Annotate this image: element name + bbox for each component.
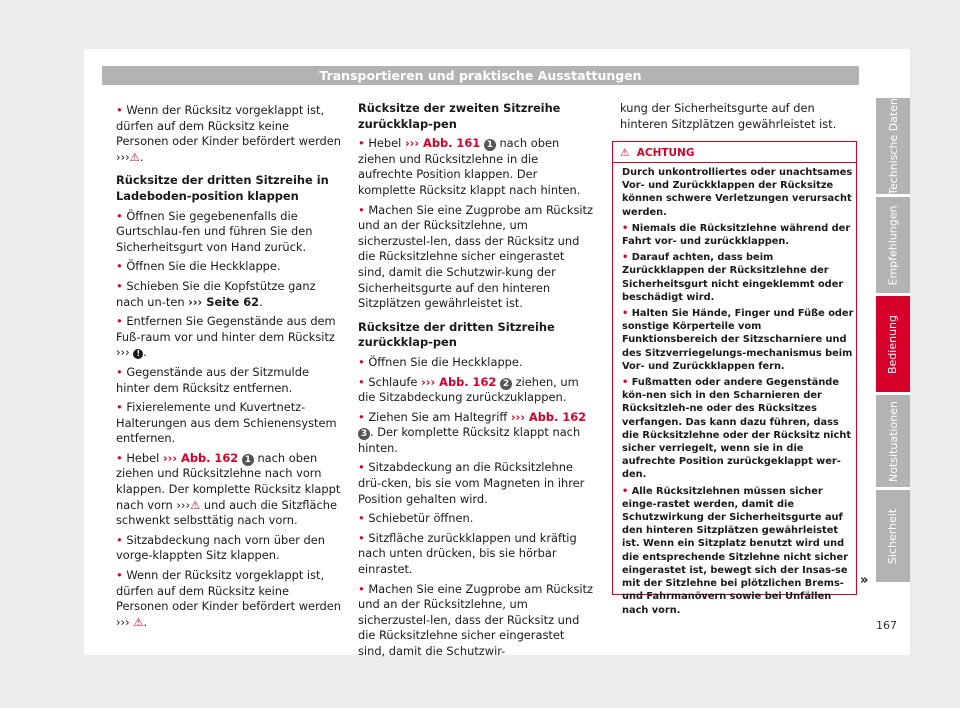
- figure-link[interactable]: Abb. 162: [439, 374, 497, 389]
- list-item: • Entfernen Sie Gegenstände aus dem Fuß-raum vor und hinter dem Rücksitz ››› ! .: [116, 314, 336, 360]
- figure-link[interactable]: Abb. 161: [423, 136, 481, 151]
- warning-text: [622, 166, 854, 620]
- figure-link[interactable]: Abb. 162: [181, 450, 239, 465]
- list-item: • Hebel ››› Abb. 162 1 nach oben ziehen und Rücksitzlehne nach vorn klappen. Der komplette Rücksitz klappt nach vorn ›››⚠ und auch die Sitzfläche schwenkt selbsttätig nach vorn.: [116, 450, 341, 528]
- list-item: • Öffnen Sie gegebenenfalls die Gurtschlau-fen und führen Sie den Sicherheitsgurt von Hand zurück.: [116, 208, 313, 254]
- callout-number: 2: [500, 378, 512, 390]
- info-icon: !: [133, 349, 143, 359]
- continue-arrow-icon: »: [860, 573, 869, 588]
- list-item: • Gegenstände aus der Sitzmulde hinter dem Rücksitz entfernen.: [116, 364, 309, 395]
- page-header: Transportieren und praktische Ausstattungen: [102, 66, 859, 85]
- list-item: • Wenn der Rücksitz vorgeklappt ist, dürfen auf dem Rücksitz keine Personen oder Kinder befördert werden ››› ⚠.: [116, 568, 342, 629]
- paragraph: kung der Sicherheitsgurte auf den hinteren Sitzplätzen gewährleistet ist.: [620, 101, 837, 131]
- tab-bedienung[interactable]: Bedienung: [876, 296, 910, 392]
- callout-number: 1: [242, 454, 254, 466]
- page-link[interactable]: Seite 62: [206, 294, 260, 309]
- list-item: • Wenn der Rücksitz vorgeklappt ist, dürfen auf dem Rücksitz keine Personen oder Kinder befördert werden ›››⚠.: [116, 103, 342, 164]
- warning-divider: [613, 162, 856, 163]
- warning-icon: ⚠: [129, 149, 140, 164]
- warning-item: • Fußmatten oder andere Gegenstände kön-nen sich in den Scharnieren der Rücksitzleh-ne oder des Rücksitzes verfangen. Das kann dazu führen, dass die Rücksitzlehne oder der Rücksitz nicht sicher verriegelt, wenn sie in die aufrechte Position zurückgeklappt wer-den.: [622, 377, 852, 481]
- list-item: • Machen Sie eine Zugprobe am Rücksitz und an der Rücksitzlehne, um sicherzustel-len, dass der Rücksitz und die Rücksitzlehne sicher eingerastet sind, damit die Schutzwir-kung der Sicherheitsgurte auf den hinteren Sitzplätzen gewährleistet ist.: [358, 202, 593, 311]
- section-heading: Rücksitze der zweiten Sitzreihe zurückklap-pen: [358, 101, 561, 131]
- tab-technische-daten[interactable]: Technische Daten: [876, 98, 910, 194]
- tab-empfehlungen[interactable]: Empfehlungen: [876, 197, 910, 293]
- warning-item: • Halten Sie Hände, Finger und Füße oder sonstige Körperteile vom Funktionsbereich der Sitzscharniere und des Sitzverriegelungs-mechanismus beim Vor- und Zurückklappen fern.: [622, 308, 854, 372]
- list-item: • Schieben Sie die Kopfstütze ganz nach un-ten ››› Seite 62.: [116, 278, 316, 309]
- warning-icon: ⚠: [133, 614, 144, 629]
- warning-icon: ⚠: [620, 147, 630, 159]
- column-3: [620, 101, 860, 136]
- list-item: • Schiebetür öffnen.: [358, 511, 474, 526]
- callout-number: 3: [358, 428, 370, 440]
- list-item: • Öffnen Sie die Heckklappe.: [358, 354, 523, 369]
- list-item: • Öffnen Sie die Heckklappe.: [116, 259, 281, 274]
- tab-notsituationen[interactable]: Notsituationen: [876, 395, 910, 487]
- list-item: • Schlaufe ››› Abb. 162 2 ziehen, um die Sitzabdeckung zurückzuklappen.: [358, 374, 579, 405]
- column-2: [358, 101, 594, 664]
- list-item: • Machen Sie eine Zugprobe am Rücksitz und an der Rücksitzlehne, um sicherzustel-len, dass der Rücksitz und die Rücksitzlehne sicher eingerastet sind, damit die Schutzwir-: [358, 581, 593, 658]
- page-number: 167: [876, 619, 897, 632]
- section-heading: Rücksitze der dritten Sitzreihe zurückklap-pen: [358, 319, 555, 350]
- list-item: • Hebel ››› Abb. 161 1 nach oben ziehen und Rücksitzlehne in die aufrechte Position klappen. Der komplette Rücksitz klappt nach hinten.: [358, 136, 581, 197]
- list-item: • Sitzabdeckung nach vorn über den vorge-klappten Sitz klappen.: [116, 532, 325, 563]
- figure-link[interactable]: Abb. 162: [528, 409, 587, 424]
- warning-title: ⚠ ACHTUNG: [620, 147, 695, 159]
- list-item: • Fixierelemente und Kuvertnetz-Halterungen aus dem Schienensystem entfernen.: [116, 400, 337, 446]
- warning-item: • Niemals die Rücksitzlehne während der Fahrt vor- und zurückklappen.: [622, 222, 851, 248]
- section-heading: Rücksitze der dritten Sitzreihe in Ladeboden-position klappen: [116, 173, 329, 203]
- column-1: [116, 103, 344, 634]
- list-item: • Sitzfläche zurückklappen und kräftig nach unten drücken, bis sie hörbar einrastet.: [358, 530, 577, 577]
- warning-intro: Durch unkontrolliertes oder unachtsames Vor- und Zurückklappen der Rücksitze können schwere Verletzungen verursacht werden.: [622, 167, 853, 218]
- callout-number: 1: [484, 139, 496, 151]
- warning-item: • Darauf achten, dass beim Zurückklappen der Rücksitzlehne der Sicherheitsgurt nicht eingeklemmt oder beschädigt wird.: [622, 252, 844, 303]
- list-item: • Sitzabdeckung an die Rücksitzlehne drü-cken, bis sie vom Magneten in ihrer Position gehalten wird.: [358, 460, 585, 506]
- warning-item: • Alle Rücksitzlehnen müssen sicher einge-rastet werden, damit die Schutzwirkung der Sicherheitsgurte auf den hinteren Sitzplätzen gewährleistet ist. Wenn ein Sitzplatz benutzt wird und die entsprechende Sitzlehne nicht sicher eingerastet ist, bewegt sich der Insas-se mit der Sitzlehne bei plötzlichen Brems- und Fahrmanövern sowie bei Unfällen nach vorn.: [622, 485, 848, 616]
- list-item: • Ziehen Sie am Haltegriff ››› Abb. 162 3 . Der komplette Rücksitz klappt nach hinten.: [358, 409, 587, 455]
- tab-sicherheit[interactable]: Sicherheit: [876, 490, 910, 582]
- warning-icon: ⚠: [190, 497, 201, 512]
